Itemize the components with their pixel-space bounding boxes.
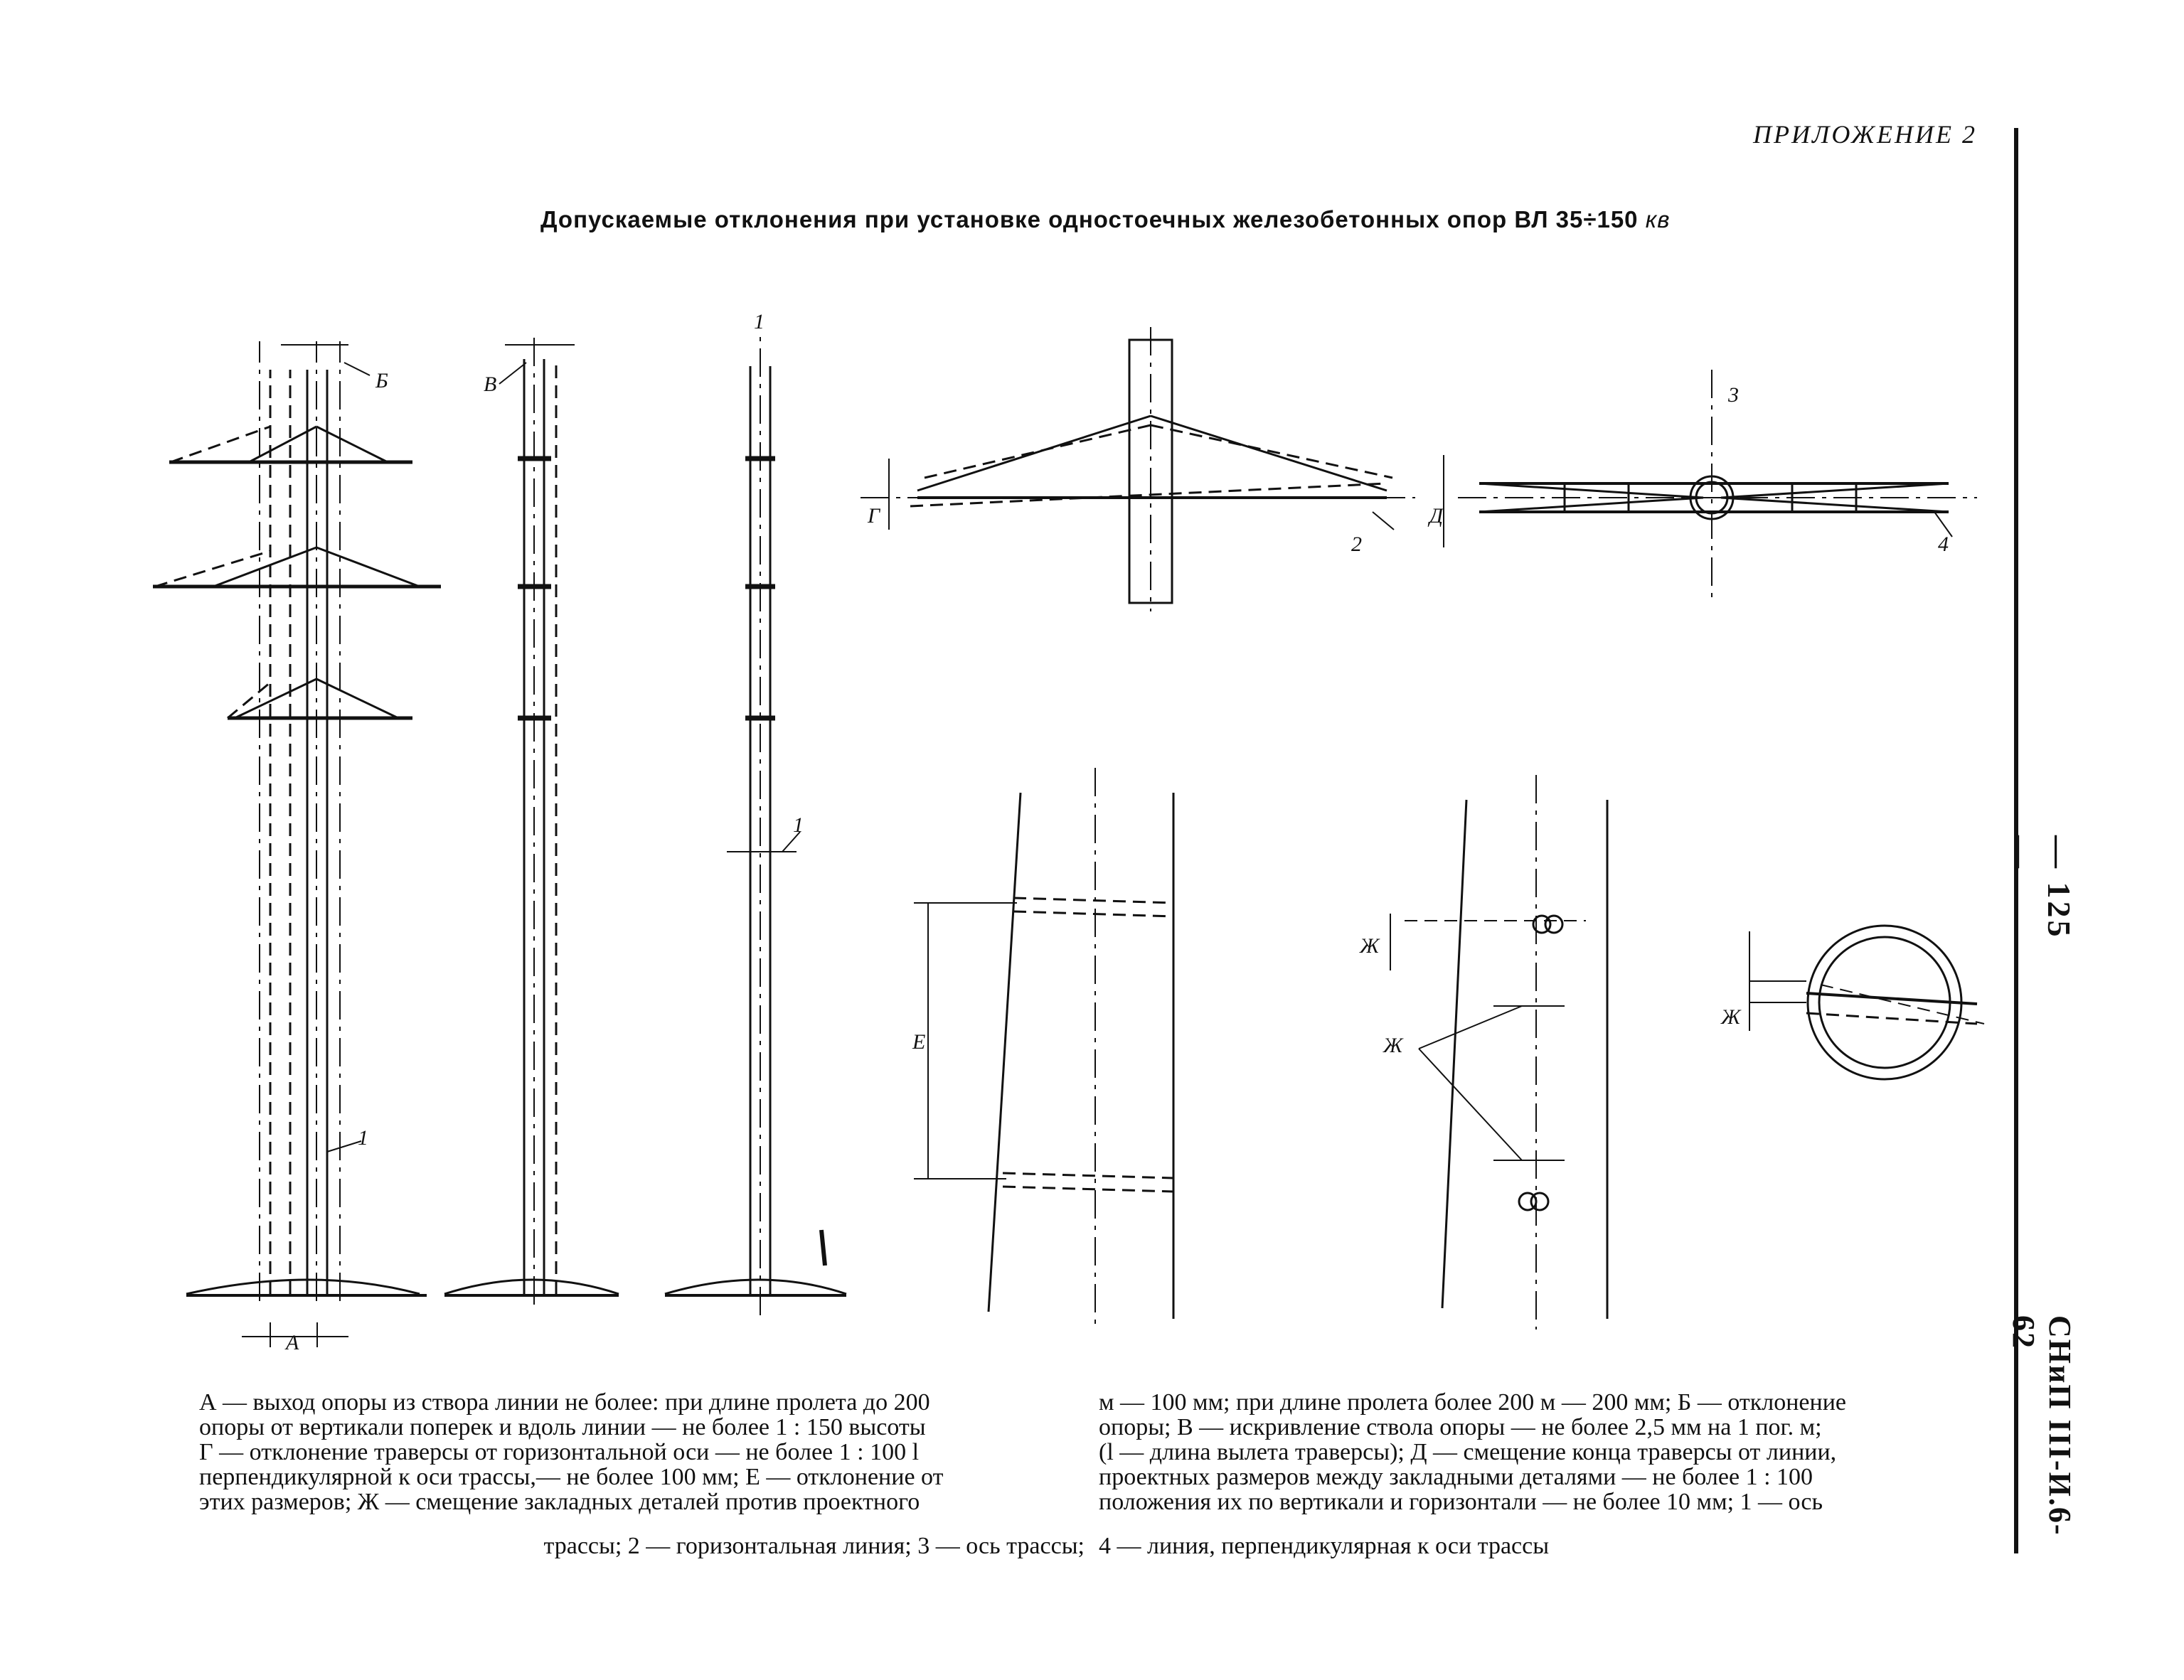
caption-last-right: 4 — линия, перпендикулярная к оси трассы (1099, 1533, 1550, 1559)
caption-right (1099, 1390, 1977, 1514)
segment-e-drawing (914, 768, 1173, 1329)
label-1-mid: 1 (793, 813, 804, 837)
label-zh-2: Ж (1383, 1034, 1403, 1057)
label-3: 3 (1728, 383, 1739, 407)
label-d: Д (1429, 504, 1444, 528)
caption-line: м — 100 мм; при длине пролета более 200 м — 200 мм; Б — отклонение (1099, 1389, 1846, 1416)
label-1-top: 1 (754, 310, 765, 333)
caption-line: опоры от вертикали поперек и вдоль линии — не более 1 : 150 высоты (199, 1414, 926, 1440)
title-unit: кв (1645, 206, 1671, 232)
appendix-label: ПРИЛОЖЕНИЕ 2 (1753, 120, 1977, 149)
caption-line: А — выход опоры из створа линии не более: при длине пролета до 200 (199, 1389, 930, 1416)
label-v: В (484, 373, 497, 396)
label-1: 1 (358, 1126, 368, 1150)
pole-1-drawing (153, 341, 441, 1347)
caption-line: Г — отклонение траверсы от горизонтальной оси — не более 1 : 100 l (199, 1439, 920, 1465)
crossarm-detail-drawing (861, 327, 1415, 611)
label-a: А (286, 1331, 299, 1354)
caption-line: перпендикулярной к оси трассы,— не более 100 мм; Е — отклонение от (199, 1464, 944, 1490)
label-g: Г (868, 504, 880, 528)
caption-line: проектных размеров между закладными деталями — не более 1 : 100 (1099, 1464, 1813, 1490)
label-zh-1: Ж (1360, 934, 1380, 958)
segment-zh-drawing (1390, 775, 1607, 1329)
document-code: СНиП III-И.6-62 (2006, 1315, 2077, 1536)
caption-line: положения их по вертикали и горизонтали — не более 10 мм; 1 — ось (1099, 1489, 1823, 1515)
page-number: — 125 — (2003, 835, 2077, 940)
label-b: Б (375, 369, 388, 392)
caption-line: этих размеров; Ж — смещение закладных деталей против проектного (199, 1489, 920, 1515)
title-text: Допускаемые отклонения при установке одностоечных железобетонных опор ВЛ 35÷150 (540, 206, 1639, 232)
caption-last-left: трассы; 2 — горизонтальная линия; 3 — ось трассы; (543, 1533, 1085, 1559)
label-4: 4 (1938, 533, 1949, 556)
label-e: Е (912, 1030, 926, 1054)
pole-3-drawing (665, 334, 846, 1315)
caption-line: (l — длина вылета траверсы); Д — смещение конца траверсы от линии, (1099, 1439, 1837, 1465)
caption-line: опоры; В — искривление ствола опоры — не более 2,5 мм на 1 пог. м; (1099, 1414, 1822, 1440)
label-zh-3: Ж (1721, 1005, 1741, 1029)
crossarm-plan-drawing (1444, 370, 1977, 597)
caption-left (199, 1390, 1085, 1514)
section-drawing (1749, 926, 1984, 1079)
pole-2-drawing (444, 334, 619, 1305)
label-2: 2 (1351, 533, 1362, 556)
